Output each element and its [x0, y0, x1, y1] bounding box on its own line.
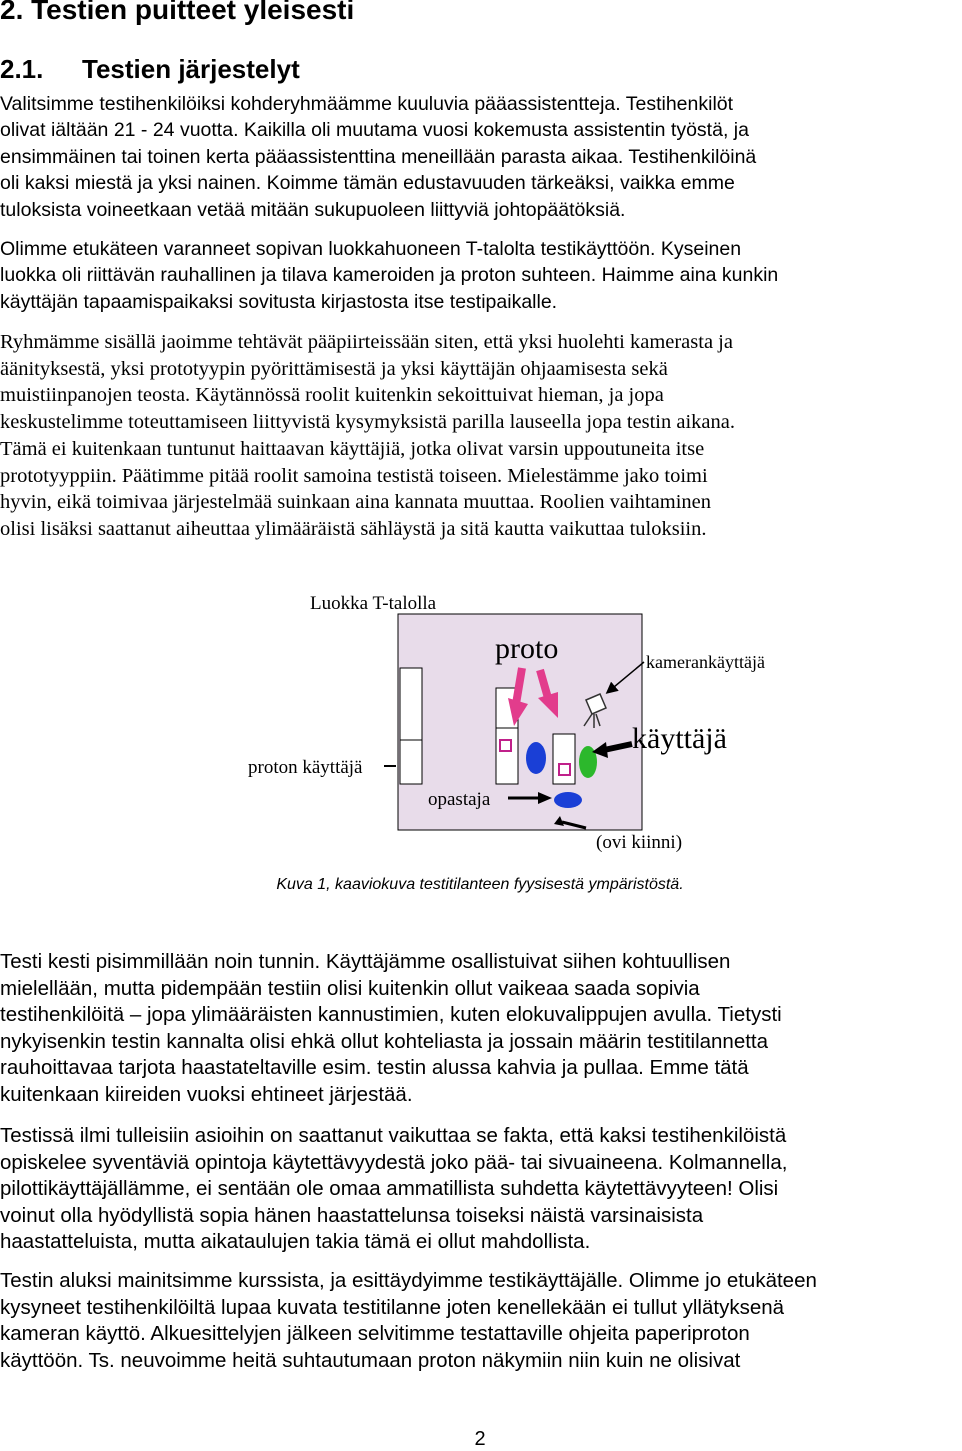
table-left-upper: [400, 668, 422, 740]
table-left-lower: [400, 740, 422, 784]
text-line: mielellään, mutta pidempään testiin olisi kuitenkin ollut vaikeaa saada sopivia: [0, 976, 700, 1000]
user-label: käyttäjä: [632, 722, 727, 755]
text-line: nykyisenkin testin kannalta olisi ehkä ollut kohteliasta ja jossain määrin testitilannetta: [0, 1029, 769, 1053]
paragraph-room: [0, 236, 962, 315]
text-line: muistiinpanojen teosta. Käytännössä roolit kuitenkin sekoittuivat hieman, ja jopa: [0, 384, 664, 407]
person-guide: [554, 792, 582, 808]
text-line: Tämä ei kuitenkaan tuntunut haittaavan käyttäjiä, jotka olivat varsin uppoutuneita itse: [0, 437, 705, 460]
proto-operator-label: proton käyttäjä: [248, 757, 363, 778]
figure-caption: Kuva 1, kaaviokuva testitilanteen fyysisestä ympäristöstä.: [276, 876, 684, 893]
text-line: äänityksestä, yksi prototyypin pyörittämisestä ja yksi käyttäjän ohjaamisesta sekä: [0, 357, 668, 380]
paragraph-introduction: [0, 1268, 962, 1374]
text-line: kameran käyttö. Alkuesittelyjen jälkeen selvitimme testattaville ohjeita paperiproton: [0, 1322, 750, 1346]
text-line: oli kaksi miestä ja yksi nainen. Koimme tämän edustavuuden tärkeäksi, vaikka emme: [0, 172, 735, 195]
text-line: kuitenkaan kiireiden vuoksi ehtineet järjestää.: [0, 1082, 413, 1106]
page-heading: 2. Testien puitteet yleisesti: [0, 0, 355, 25]
paragraph-participants: [0, 91, 962, 223]
text-line: Testi kesti pisimmillään noin tunnin. Käyttäjämme osallistuivat siihen kohtuullisen: [0, 950, 731, 973]
diagram-title: Luokka T-talolla: [310, 593, 437, 614]
person-proto-operator: [526, 742, 546, 774]
section-heading: [0, 54, 300, 85]
text-line: Testissä ilmi tulleisiin asioihin on saattanut vaikuttaa se fakta, että kaksi testihenkilöistä: [0, 1124, 787, 1147]
text-line: Testin aluksi mainitsimme kurssista, ja esittäydyimme testikäyttäjälle. Olimme jo etukäteen: [0, 1269, 817, 1292]
text-line: testihenkilöitä – jopa ylimääräisten kannustimien, kuten elokuvalippujen avulla. Tietysti: [0, 1003, 782, 1027]
text-line: käyttäjän tapaamispaikaksi sovitusta kirjastosta itse testipaikalle.: [0, 290, 558, 313]
text-line: ensimmäinen tai toinen kerta pääassistenttina meneillään parasta aikaa. Testihenkilöinä: [0, 145, 757, 168]
text-line: Valitsimme testihenkilöiksi kohderyhmäämme kuuluvia pääassistentteja. Testihenkilöt: [0, 93, 734, 115]
text-line: hyvin, eikä toimivaa järjestelmää suinkaan aina kannata muuttaa. Roolien vaihtaminen: [0, 491, 712, 514]
text-line: haastatteluista, mutta aikataulujen takia tämä ei ollut mahdollista.: [0, 1230, 591, 1254]
text-line: opiskelee syventäviä opintoja käytettävyydestä joko pää- tai sivuaineena. Kolmannella,: [0, 1150, 788, 1174]
table-proto-lower: [496, 728, 518, 784]
text-line: Ryhmämme sisällä jaoimme tehtävät pääpiirteissään siten, että yksi huolehti kamerasta ja: [0, 331, 733, 353]
text-line: rauhoittavaa tarjota haastateltaville esim. testin alussa kahvia ja pullaa. Emme tätä: [0, 1056, 749, 1080]
text-line: kysyneet testihenkilöiltä lupaa kuvata testitilanne joten kenellekään ei tullut yllätyksenä: [0, 1295, 785, 1319]
text-line: keskustelimme toteuttamiseen liittyvistä kysymyksistä parilla lauseella jopa testin aikana.: [0, 411, 735, 434]
table-user: [553, 734, 575, 784]
camera-operator-label: kamerankäyttäjä: [646, 652, 765, 672]
text-line: Olimme etukäteen varanneet sopivan luokkahuoneen T-talolta testikäyttöön. Kyseinen: [0, 238, 742, 260]
text-line: olivat iältään 21 - 24 vuotta. Kaikilla oli muutama vuosi kokemusta assistentin työstä, ja: [0, 119, 749, 142]
paragraph-roles: [0, 329, 962, 543]
text-line: prototyyppiin. Päätimme pitää roolit samoina testistä toiseen. Mielestämme jako toimi: [0, 464, 708, 487]
proto-label: proto: [495, 632, 559, 665]
section-title: Testien järjestelyt: [82, 54, 300, 84]
text-line: olisi lisäksi saattanut aiheuttaa ylimääräistä sähläystä ja sitä kautta vaikuttaa tuloksiin.: [0, 517, 707, 540]
paragraph-duration: [0, 949, 962, 1109]
section-number: 2.1.: [0, 54, 44, 84]
text-line: tuloksista voineetkaan vetää mitään sukupuoleen liittyviä johtopäätöksiä.: [0, 198, 626, 221]
classroom-diagram: [240, 586, 765, 858]
page-number: 2: [474, 1428, 486, 1450]
text-line: voinut olla hyödyllistä sopia hänen haastattelunsa toiseksi näistä varsinaisista: [0, 1203, 704, 1227]
text-line: luokka oli riittävän rauhallinen ja tilava kameroiden ja proton suhteen. Haimme aina kunkin: [0, 264, 779, 287]
text-line: pilottikäyttäjällämme, ei sentään ole omaa ammatillista suhdetta käytettävyyteen! Olisi: [0, 1177, 779, 1201]
paragraph-background: [0, 1123, 962, 1256]
guide-label: opastaja: [428, 789, 491, 810]
text-line: käyttöön. Ts. neuvoimme heitä suhtautumaan proton näkymiin niin kuin ne olisivat: [0, 1348, 741, 1372]
door-label: (ovi kiinni): [596, 832, 683, 853]
